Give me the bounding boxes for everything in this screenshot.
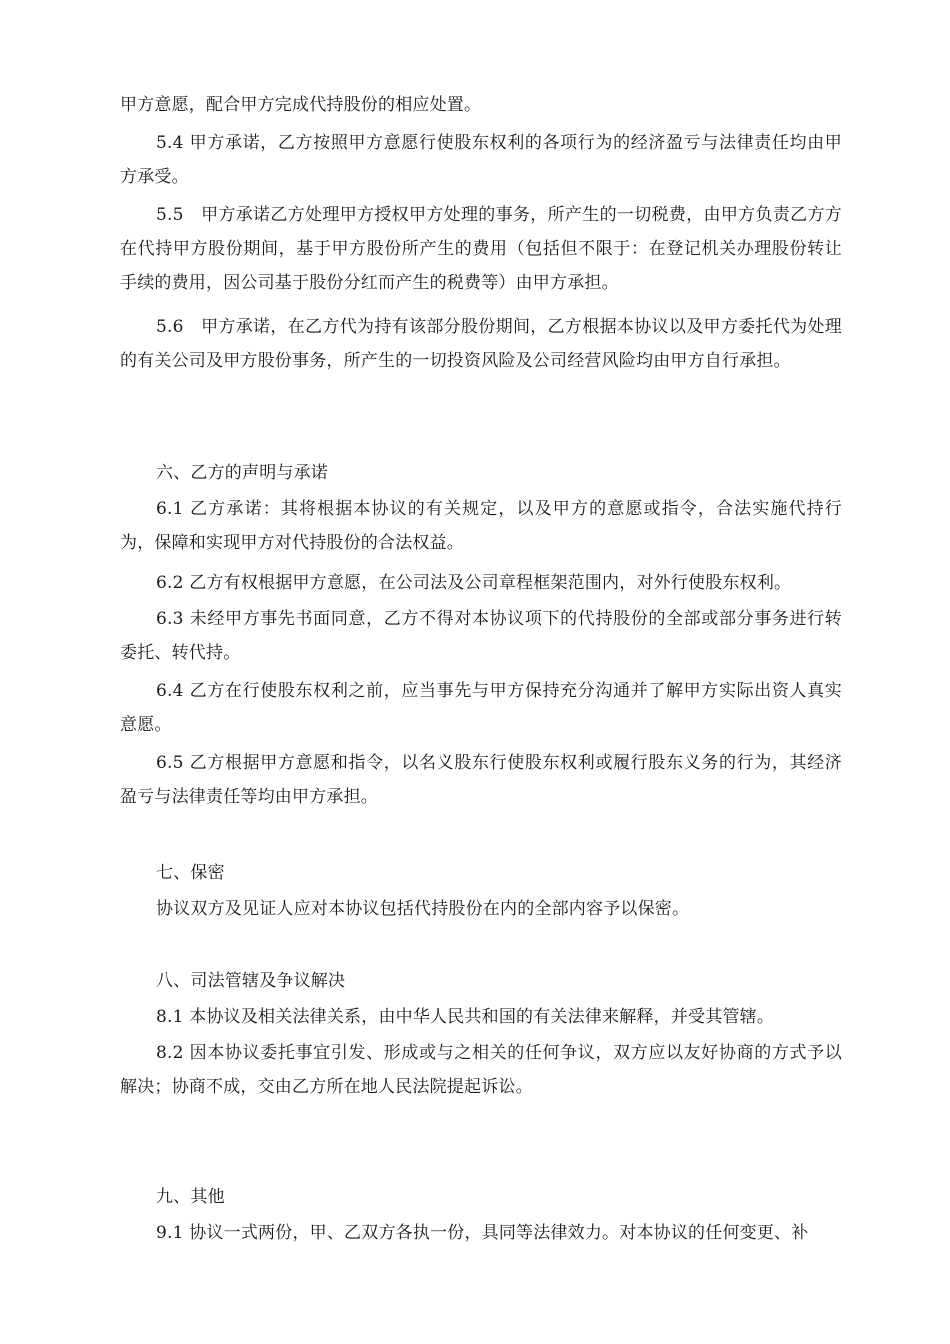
paragraph-9-1: 9.1 协议一式两份，甲、乙双方各执一份，具同等法律效力。对本协议的任何变更、补 — [156, 1223, 809, 1243]
paragraph-6-5: 6.5 乙方根据甲方意愿和指令，以名义股东行使股东权利或履行股东义务的行为，其经济盈亏与法律责任等均由甲方承担。 — [120, 753, 842, 807]
paragraph-5-3-continuation: 甲方意愿，配合甲方完成代持股份的相应处置。 — [120, 95, 482, 115]
paragraph-5-4: 5.4 甲方承诺，乙方按照甲方意愿行使股东权利的各项行为的经济盈亏与法律责任均由甲方承受。 — [120, 133, 842, 187]
paragraph-6-4: 6.4 乙方在行使股东权利之前，应当事先与甲方保持充分沟通并了解甲方实际出资人真实意愿。 — [120, 681, 842, 735]
section-heading-9: 九、其他 — [156, 1187, 225, 1207]
paragraph-6-2: 6.2 乙方有权根据甲方意愿，在公司法及公司章程框架范围内，对外行使股东权利。 — [156, 573, 792, 593]
paragraph-6-1: 6.1 乙方承诺：其将根据本协议的有关规定，以及甲方的意愿或指令，合法实施代持行为，保障和实现甲方对代持股份的合法权益。 — [120, 499, 842, 553]
paragraph-8-2: 8.2 因本协议委托事宜引发、形成或与之相关的任何争议，双方应以友好协商的方式予以解决；协商不成，交由乙方所在地人民法院提起诉讼。 — [120, 1043, 842, 1097]
paragraph-5-6: 5.6 甲方承诺，在乙方代为持有该部分股份期间，乙方根据本协议以及甲方委托代为处理的有关公司及甲方股份事务，所产生的一切投资风险及公司经营风险均由甲方自行承担。 — [120, 317, 842, 371]
paragraph-8-1: 8.1 本协议及相关法律关系，由中华人民共和国的有关法律来解释，并受其管辖。 — [156, 1007, 775, 1027]
paragraph-5-5: 5.5 甲方承诺乙方处理甲方授权甲方处理的事务，所产生的一切税费，由甲方负责乙方方在代持甲方股份期间，基于甲方股份所产生的费用（包括但不限于：在登记机关办理股份转让手续的费用，因公司基于股份分红而产生的税费等）由甲方承担。 — [120, 205, 842, 293]
section-heading-6: 六、乙方的声明与承诺 — [156, 463, 328, 483]
section-heading-8: 八、司法管辖及争议解决 — [156, 971, 346, 991]
paragraph-7: 协议双方及见证人应对本协议包括代持股份在内的全部内容予以保密。 — [156, 899, 690, 919]
section-heading-7: 七、保密 — [156, 863, 225, 883]
paragraph-6-3: 6.3 未经甲方事先书面同意，乙方不得对本协议项下的代持股份的全部或部分事务进行转委托、转代持。 — [120, 609, 842, 663]
